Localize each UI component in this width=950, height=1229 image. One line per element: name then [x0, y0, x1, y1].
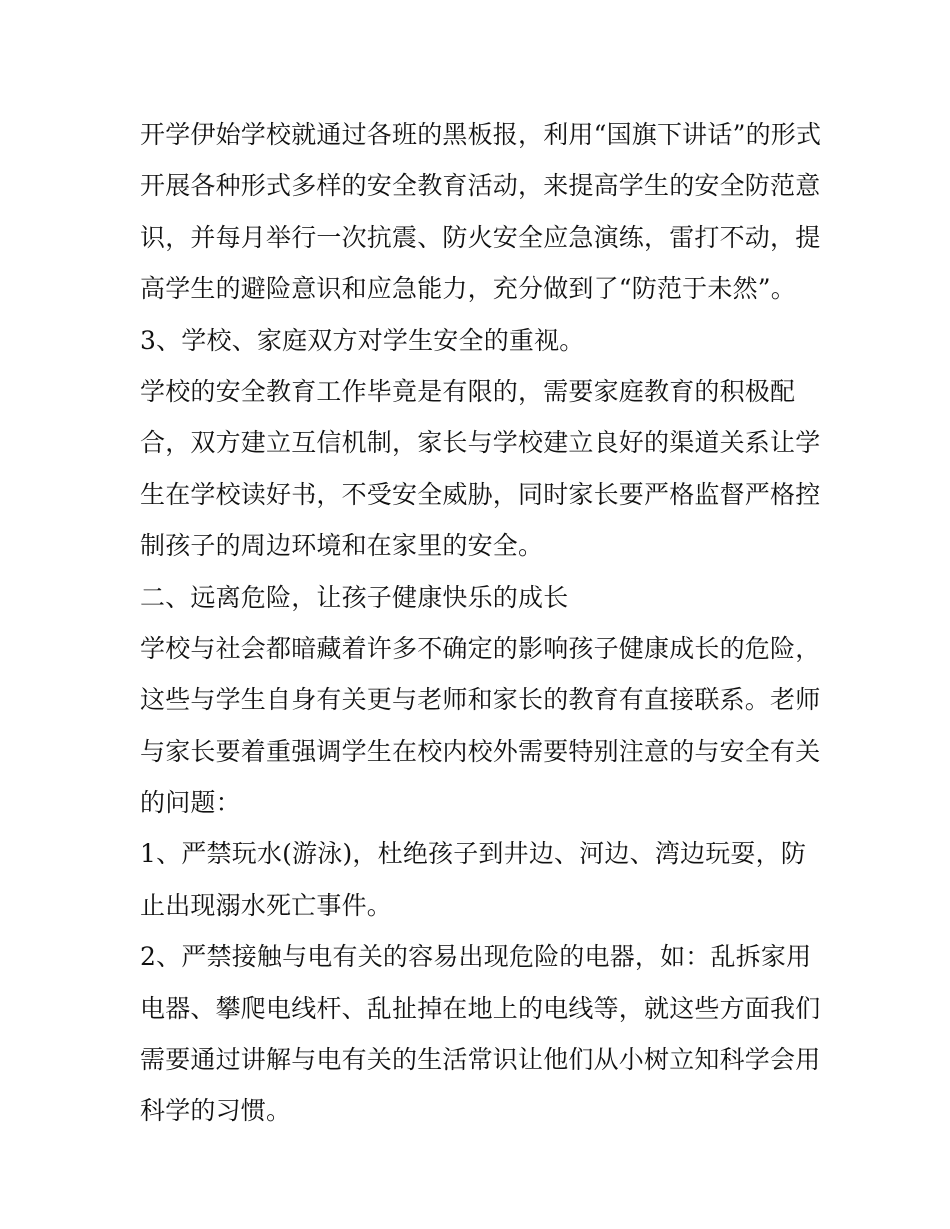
text-line: 合，双方建立互信机制，家长与学校建立良好的渠道关系让学 [140, 428, 821, 458]
list-item-2: 2、严禁接触与电有关的容易出现危险的电器，如：乱拆家用 [140, 942, 812, 972]
text-line: 识，并每月举行一次抗震、防火安全应急演练，雷打不动，提 [140, 222, 821, 252]
text-line: 止出现溺水死亡事件。 [140, 890, 393, 920]
text-line: 电器、攀爬电线杆、乱扯掉在地上的电线等，就这些方面我们 [140, 993, 821, 1023]
text-line: 这些与学生自身有关更与老师和家长的教育有直接联系。老师 [140, 685, 821, 715]
list-item-1: 1、严禁玩水(游泳)，杜绝孩子到井边、河边、湾边玩耍，防 [140, 839, 807, 869]
text-line: 开展各种形式多样的安全教育活动，来提高学生的安全防范意 [140, 171, 821, 201]
text-line: 学校的安全教育工作毕竟是有限的，需要家庭教育的积极配 [140, 376, 796, 406]
text-line: 制孩子的周边环境和在家里的安全。 [140, 531, 544, 561]
document-body [140, 109, 820, 1137]
text-line: 需要通过讲解与电有关的生活常识让他们从小树立知科学会用 [140, 1045, 821, 1075]
section-heading-3: 3、学校、家庭双方对学生安全的重视。 [140, 325, 585, 355]
text-line: 生在学校读好书，不受安全威胁，同时家长要严格监督严格控 [140, 479, 821, 509]
text-line: 高学生的避险意识和应急能力，充分做到了“防范于未然”。 [140, 274, 796, 304]
text-line: 的问题： [140, 788, 241, 818]
text-line: 科学的习惯。 [140, 1096, 292, 1126]
text-line: 开学伊始学校就通过各班的黑板报，利用“国旗下讲话”的形式 [140, 120, 822, 149]
section-heading-2: 二、远离危险，让孩子健康快乐的成长 [140, 582, 569, 612]
text-line: 学校与社会都暗藏着许多不确定的影响孩子健康成长的危险， [140, 633, 821, 663]
text-line: 与家长要着重强调学生在校内校外需要特别注意的与安全有关 [140, 736, 821, 766]
